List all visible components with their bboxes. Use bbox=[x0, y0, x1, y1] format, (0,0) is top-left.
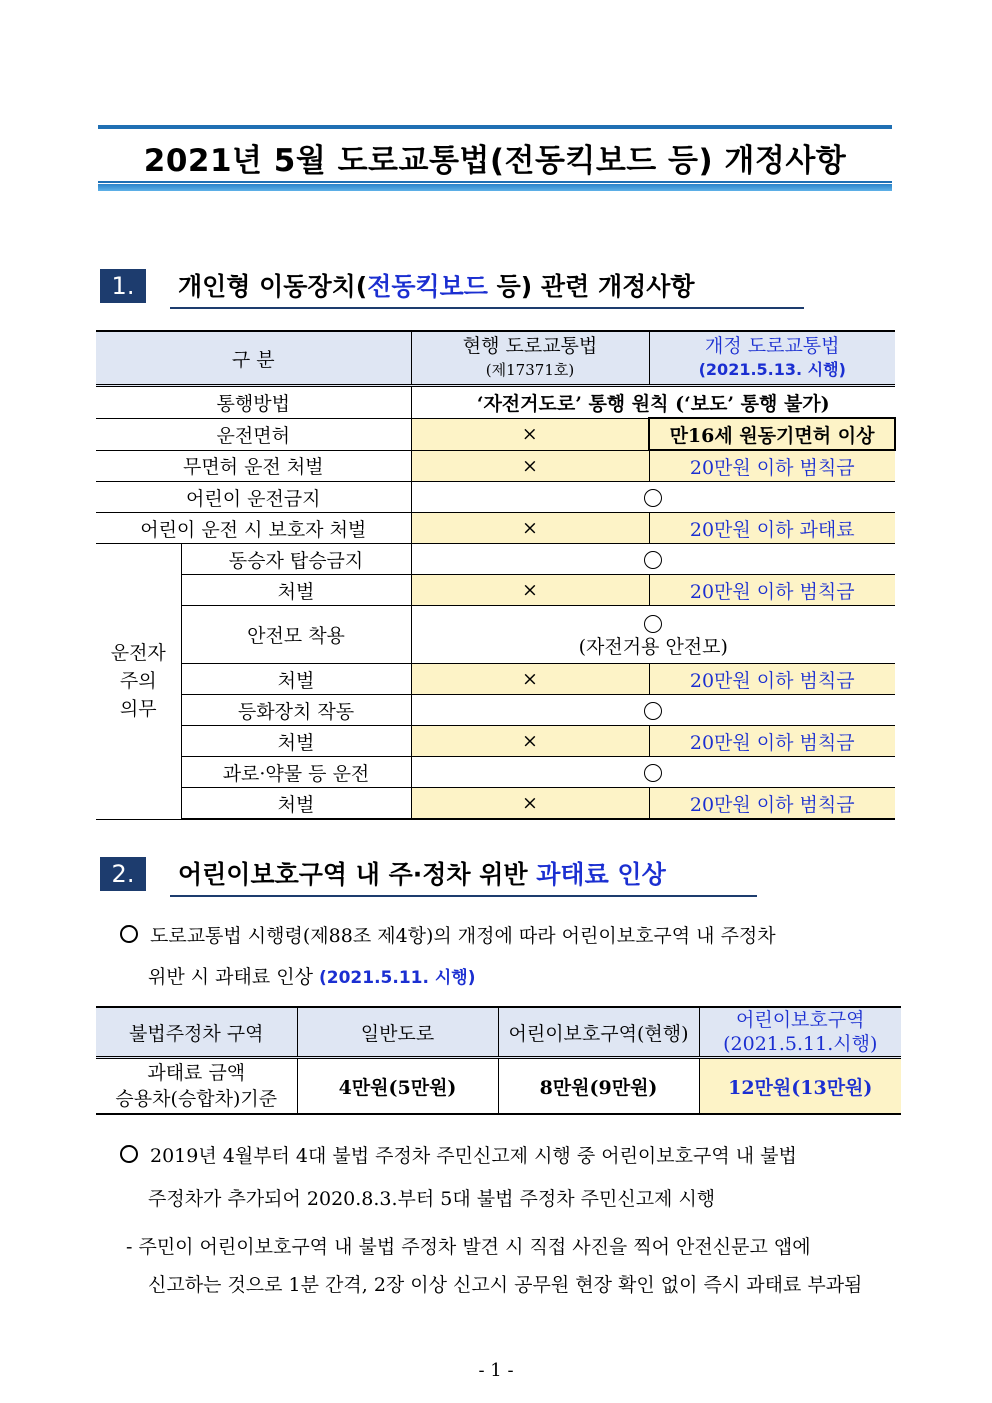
row-current-value: × bbox=[411, 513, 649, 544]
section-2-underline bbox=[170, 895, 757, 897]
row-label: 과로·약물 등 운전 bbox=[181, 757, 411, 788]
header-school-zone-revised-date: (2021.5.11.시행) bbox=[723, 1033, 878, 1055]
table-row bbox=[96, 513, 895, 544]
header-category-label: 구 분 bbox=[231, 348, 275, 371]
group-label-line: 운전자 bbox=[110, 642, 166, 665]
bullet-circle-icon bbox=[120, 1145, 138, 1163]
table-row bbox=[96, 575, 895, 606]
row-revised-value: 20만원 이하 범칙금 bbox=[649, 450, 895, 482]
row-label: 처벌 bbox=[181, 664, 411, 695]
row-revised-value: 20만원 이하 범칙금 bbox=[649, 664, 895, 695]
row-current-value: × bbox=[411, 788, 649, 820]
row-merged-value bbox=[411, 482, 895, 513]
bullet-2-line-1: 2019년 4월부터 4대 불법 주정차 주민신고제 시행 중 어린이보호구역 내 불법 bbox=[150, 1145, 797, 1167]
table-row bbox=[96, 695, 895, 726]
value-school-zone-revised: 12만원(13만원) bbox=[699, 1058, 901, 1115]
row-revised-value: 20만원 이하 과태료 bbox=[649, 513, 895, 544]
section-1-title-highlight: 전동킥보드 bbox=[367, 272, 488, 301]
row-revised-value: 20만원 이하 범칙금 bbox=[649, 726, 895, 757]
header-current-law-title: 현행 도로교통법 bbox=[462, 335, 598, 357]
header-revised-law bbox=[649, 331, 895, 386]
bullet-circle-icon bbox=[120, 925, 138, 943]
row-merged-value bbox=[411, 544, 895, 575]
header-general-road: 일반도로 bbox=[297, 1007, 498, 1058]
row-revised-value: 20만원 이하 범칙금 bbox=[649, 575, 895, 606]
section-2-title-highlight: 과태료 인상 bbox=[536, 860, 666, 889]
section-2-number: 2. bbox=[100, 857, 146, 891]
table-row bbox=[96, 418, 895, 450]
value-school-zone-current: 8만원(9만원) bbox=[498, 1058, 699, 1115]
row-current-value: × bbox=[411, 450, 649, 482]
header-school-zone-revised-title: 어린이보호구역 bbox=[736, 1009, 865, 1031]
section-1-title-post: 등) 관련 개정사항 bbox=[487, 272, 695, 301]
row-label bbox=[96, 1058, 297, 1115]
bullet-2-line-2: 주정차가 추가되어 2020.8.3.부터 5대 불법 주정차 주민신고제 시행 bbox=[148, 1188, 716, 1210]
value-general-road: 4만원(5만원) bbox=[297, 1058, 498, 1115]
row-label: 무면허 운전 처벌 bbox=[96, 450, 411, 482]
row-label: 안전모 착용 bbox=[181, 606, 411, 664]
bullet-1-line-1: 도로교통법 시행령(제88조 제4항)의 개정에 따라 어린이보호구역 내 주정차 bbox=[150, 925, 776, 947]
row-label: 동승자 탑승금지 bbox=[181, 544, 411, 575]
table-header-row bbox=[96, 1007, 901, 1058]
section-2-title-pre: 어린이보호구역 내 주·정차 위반 bbox=[178, 860, 537, 889]
header-zone: 불법주정차 구역 bbox=[96, 1007, 297, 1058]
header-current-law bbox=[411, 331, 649, 386]
document-title: 2021년 5월 도로교통법(전동킥보드 등) 개정사항 bbox=[143, 143, 847, 179]
row-label: 처벌 bbox=[181, 788, 411, 820]
table-row bbox=[96, 788, 895, 820]
header-current-law-number: (제17371호) bbox=[485, 361, 575, 379]
bullet-paragraph-1 bbox=[120, 918, 776, 954]
group-label-line: 의무 bbox=[119, 698, 157, 721]
row-label: 통행방법 bbox=[96, 386, 411, 419]
table-row bbox=[96, 544, 895, 575]
table-header-row bbox=[96, 331, 895, 386]
group-label-line: 주의 bbox=[119, 670, 157, 693]
row-merged-value bbox=[411, 695, 895, 726]
row-label: 어린이 운전금지 bbox=[96, 482, 411, 513]
table-row bbox=[96, 726, 895, 757]
row-label: 처벌 bbox=[181, 726, 411, 757]
header-revised-law-title: 개정 도로교통법 bbox=[704, 335, 840, 357]
row-label-line-1: 과태료 금액 bbox=[147, 1062, 246, 1084]
circle-mark-icon bbox=[644, 551, 662, 569]
row-merged-value: ‘자전거도로’ 통행 원칙 (‘보도’ 통행 불가) bbox=[411, 386, 895, 419]
row-label: 등화장치 작동 bbox=[181, 695, 411, 726]
table-row bbox=[96, 757, 895, 788]
row-current-value: × bbox=[411, 726, 649, 757]
row-revised-value: 만16세 원동기면허 이상 bbox=[649, 418, 895, 450]
row-revised-value: 20만원 이하 범칙금 bbox=[649, 788, 895, 820]
header-school-zone-current: 어린이보호구역(현행) bbox=[498, 1007, 699, 1058]
pm-regulation-table bbox=[96, 330, 896, 820]
row-merged-subtext: (자전거용 안전모) bbox=[578, 635, 728, 658]
header-revised-law-date: (2021.5.13. 시행) bbox=[698, 360, 846, 379]
bullet-1-line-2: 위반 시 과태료 인상 bbox=[148, 966, 319, 988]
row-current-value: × bbox=[411, 418, 649, 450]
title-bottom-rule-thin bbox=[98, 181, 892, 183]
row-current-value: × bbox=[411, 664, 649, 695]
row-label: 운전면허 bbox=[96, 418, 411, 450]
title-bottom-rule bbox=[98, 184, 892, 191]
row-current-value: × bbox=[411, 575, 649, 606]
table-row bbox=[96, 386, 895, 419]
table-row bbox=[96, 664, 895, 695]
dash-line-1: - 주민이 어린이보호구역 내 불법 주정차 발견 시 직접 사진을 찍어 안전신문고 앱에 bbox=[126, 1236, 811, 1258]
header-school-zone-revised bbox=[699, 1007, 901, 1058]
table-row bbox=[96, 1058, 901, 1115]
bullet-1-line-2-wrap bbox=[148, 962, 475, 989]
dash-line-2: 신고하는 것으로 1분 간격, 2장 이상 신고시 공무원 현장 확인 없이 즉시 과태료 부과됨 bbox=[148, 1274, 863, 1296]
title-top-rule bbox=[98, 125, 892, 129]
fine-table bbox=[96, 1006, 901, 1115]
section-2-title bbox=[178, 855, 666, 891]
row-label: 처벌 bbox=[181, 575, 411, 606]
circle-mark-icon bbox=[644, 615, 662, 633]
bullet-paragraph-2 bbox=[120, 1138, 797, 1174]
document-title-box bbox=[98, 125, 892, 191]
bullet-1-date: (2021.5.11. 시행) bbox=[319, 968, 476, 988]
group-label bbox=[96, 544, 181, 820]
row-label-line-2: 승용차(승합차)기준 bbox=[115, 1088, 278, 1110]
section-1-title-pre: 개인형 이동장치( bbox=[178, 272, 368, 301]
circle-mark-icon bbox=[644, 489, 662, 507]
circle-mark-icon bbox=[644, 764, 662, 782]
row-merged-value bbox=[411, 757, 895, 788]
table-row bbox=[96, 482, 895, 513]
row-label: 어린이 운전 시 보호자 처벌 bbox=[96, 513, 411, 544]
row-merged-value bbox=[411, 606, 895, 664]
page-number: - 1 - bbox=[478, 1360, 514, 1381]
circle-mark-icon bbox=[644, 702, 662, 720]
table-row bbox=[96, 606, 895, 664]
section-1-underline bbox=[170, 307, 804, 309]
section-1-title bbox=[178, 267, 695, 303]
section-1-number: 1. bbox=[100, 269, 146, 303]
header-category bbox=[96, 331, 411, 386]
table-row bbox=[96, 450, 895, 482]
